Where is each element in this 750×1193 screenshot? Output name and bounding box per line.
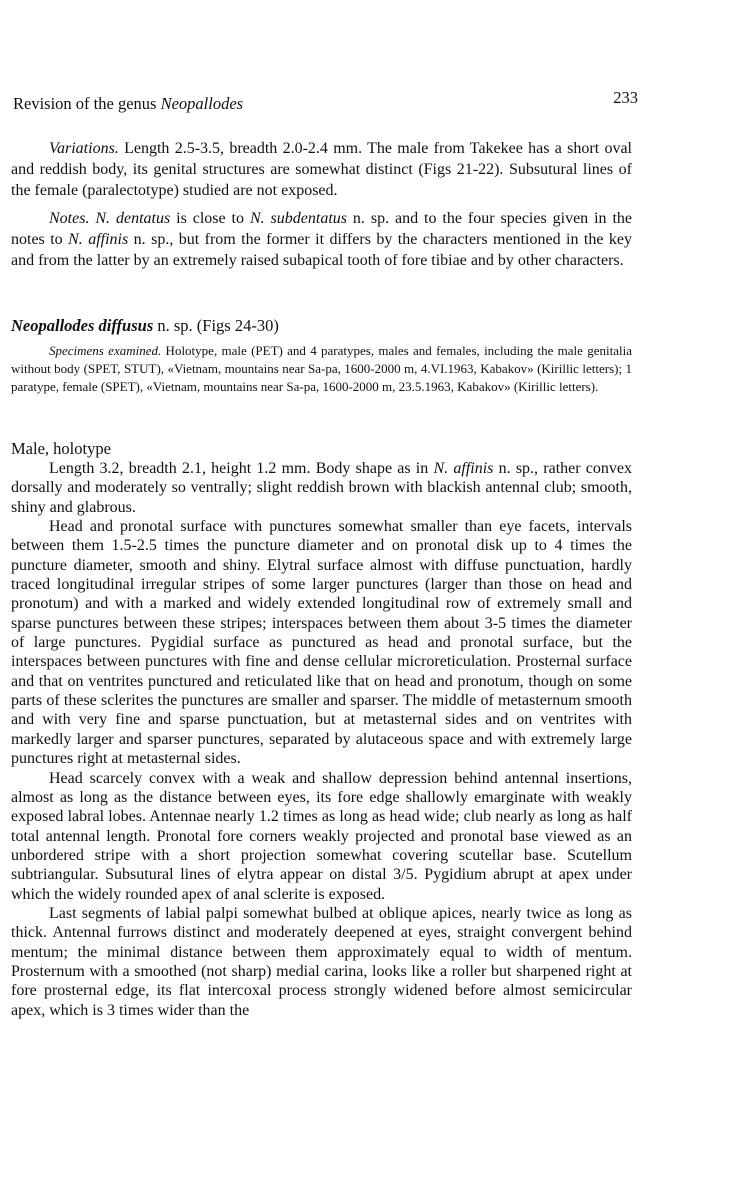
holotype-paragraph-3: Head scarcely convex with a weak and shallow depression behind antennal insertions, almost as long as the distance between eyes, its fore edge shallowly emarginate with weakly exposed labral lobes. Antennae nearly 1.2 times as long as head wide; club nearly as long as half total antennal length. Pronotal fore corners weakly projected and pronotal base viewed as an unbordered stripe with a short projection somewhat covering scutellar base. Scutellum subtriangular. Subsutural lines of elytra appear on distal 3/5. Pygidium abrupt at apex under which the widely rounded apex of anal sclerite is exposed. — [11, 769, 632, 903]
species-name: Neopallodes diffusus — [11, 316, 154, 335]
holotype-p1-text-a: Length 3.2, breadth 2.1, height 1.2 mm. Body shape as in — [49, 460, 434, 477]
notes-species-2: N. subdentatus — [249, 210, 347, 227]
holotype-heading: Male, holotype — [11, 439, 111, 458]
species-rest: n. sp. (Figs 24-30) — [153, 316, 279, 335]
running-head — [13, 88, 638, 118]
holotype-paragraph-4: Last segments of labial palpi somewhat bulbed at oblique apices, nearly twice as long as thick. Antennal furrows distinct and moderately deepened at eyes, straight convergent behind mentum; the minimal distance between them approximately equal to width of mentum. Prosternum with a smoothed (not sharp) medial carina, looks like a roller but sharpened right at fore prosternal edge, its flat intercoxal process strongly widened before almost semicircular apex, which is 3 times wider than the — [11, 904, 632, 1019]
variations-label: Variations. — [49, 140, 119, 157]
holotype-description — [11, 459, 632, 1020]
running-title — [13, 94, 243, 114]
variations-paragraph — [11, 138, 632, 201]
holotype-paragraph-1 — [11, 459, 632, 517]
notes-label: Notes. — [49, 210, 90, 227]
notes-species-3: N. affinis — [68, 231, 129, 248]
notes-species-1: N. dentatus — [89, 210, 171, 227]
holotype-p1-species: N. affinis — [433, 460, 494, 477]
holotype-p1-text-b: n. sp., rather convex dorsally and moderately so ventrally; slight reddish brown with blackish antennal club; smooth, shiny and glabrous. — [11, 460, 633, 516]
running-title-genus: Neopallodes — [160, 94, 244, 113]
page-number: 233 — [613, 88, 638, 107]
notes-text-3: n. sp., but from the former it differs by the characters mentioned in the key and from the latter by an extremely raised subapical tooth of fore tibiae and by other characters. — [11, 231, 632, 269]
running-title-prefix: Revision of the genus — [13, 94, 161, 113]
specimens-label: Specimens examined. — [49, 343, 162, 358]
notes-text-1: is close to — [170, 210, 250, 227]
specimens-text: Holotype, male (PET) and 4 paratypes, males and females, including the male genitalia without body (SPET, STUT), «Vietnam, mountains near Sa-pa, 1600-2000 m, 4.VI.1963, Kabakov» (Kirillic letters); 1 paratype, female (SPET), «Vietnam, mountains near Sa-pa, 1600-2000 m, 23.5.1963, Kabakov» (Kirillic letters). — [11, 343, 632, 394]
notes-text-2: n. sp. and to the four species given in the notes to — [11, 210, 633, 248]
variations-text: Length 2.5-3.5, breadth 2.0-2.4 mm. The male from Takekee has a short oval and reddish body, its genital structures are somewhat distinct (Figs 21-22). Subsutural lines of the female (paralectotype) studied are not exposed. — [11, 140, 632, 199]
specimens-examined — [11, 342, 632, 396]
holotype-paragraph-2: Head and pronotal surface with punctures somewhat smaller than eye facets, intervals between them 1.5-2.5 times the puncture diameter and on pronotal disk up to 4 times the puncture diameter, smooth and shiny. Elytral surface almost with diffuse punctuation, hardly traced longitudinal irregular stripes of some larger punctures (larger than those on head and pronotum) and with a marked and widely extended longitudinal row of extremely small and sparse punctures between these stripes; interspaces between them about 3-5 times the diameter of large punctures. Pygidial surface as punctured as head and pronotal surface, but the interspaces between punctures with fine and dense cellular microreticulation. Prosternal surface and that on ventrites punctured and reticulated like that on head and pronotum, though on some parts of these sclerites the punctures are smaller and sparser. The middle of metasternum smooth and with very fine and sparse punctuation, but at metasternal sides and on ventrites with markedly larger and sparser punctures, separated by alutaceous space and with extremely large punctures right at metasternal sides. — [11, 518, 632, 768]
notes-paragraph — [11, 208, 632, 271]
species-heading — [11, 316, 279, 336]
